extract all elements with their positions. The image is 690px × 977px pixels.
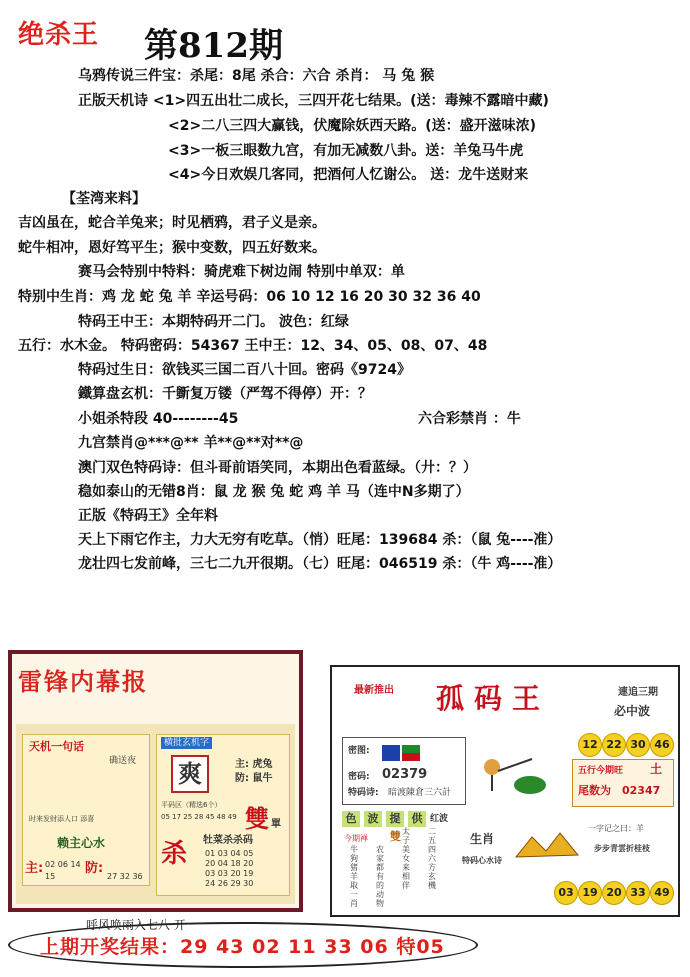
ball-top: 22 — [602, 733, 626, 757]
line-sheniu: 蛇牛相冲，恩好笃平生；猴中变数，四五好数来。 — [18, 240, 326, 256]
zhuang-label: 赖主心水 — [57, 836, 106, 850]
last-result: 上期开奖结果：29 43 02 11 33 06 特05 — [40, 936, 445, 958]
line-jinxiao: 六合彩禁肖 ：牛 — [418, 411, 521, 427]
line-tianshang: 天上下雨它作主，力大无穷有吃草。（悄）旺尾：139684 杀：（鼠 兔----准） — [78, 532, 562, 548]
line-wangzhongwang: 特码王中王：本期特码开二门。 波色：红绿 — [78, 314, 349, 330]
guma-tag: 最新推出 — [354, 685, 394, 696]
leifeng-inner — [16, 724, 295, 904]
shahao-row: 01 03 04 05 — [205, 849, 254, 858]
wuxing-label: 五行今期旺 — [578, 766, 624, 776]
fang-nums: 27 32 36 — [107, 872, 143, 881]
label-se: 色 — [342, 811, 360, 827]
ball-bottom: 20 — [602, 881, 626, 905]
section-quanwan: 【荃湾来料】 — [62, 191, 146, 207]
fang2: 防: 鼠牛 — [235, 773, 273, 784]
ball-bottom: 49 — [650, 881, 674, 905]
tianji-label: 天机一句话 — [29, 740, 84, 753]
line-longzhuang: 龙壮四七发前峰，三七二九开很期。（七）旺尾：046519 杀：（牛 鸡----准） — [78, 556, 562, 572]
line-poem-3: <3>一板三眼数九宫，有加无减数八卦。送：羊兔马牛虎 — [168, 143, 524, 159]
shahao-row: 24 26 29 30 — [205, 879, 254, 888]
shahao-row: 03 03 20 19 — [205, 869, 254, 878]
line-tema-year: 正版《特码王》全年料 — [78, 508, 218, 524]
dragon-illustration — [512, 827, 582, 867]
lianzhui: 連追三期 — [618, 687, 658, 698]
tianji-note: 时来发财添人口 添喜 — [29, 815, 95, 823]
cartoon-illustration — [472, 741, 562, 797]
shengxiao-label: 生肖 — [470, 832, 495, 846]
line-taishan: 稳如泰山的无错8肖：鼠 龙 猴 兔 蛇 鸡 羊 马（连中N多期了） — [78, 484, 470, 500]
ball-top: 12 — [578, 733, 602, 757]
line-shengxiao: 特别中生肖：鸡 龙 蛇 兔 羊 辛运号码：06 10 12 16 20 30 32 36 40 — [18, 289, 481, 305]
flag-icon — [382, 745, 422, 761]
ball-bottom: 33 — [626, 881, 650, 905]
weishu-value: 02347 — [622, 784, 661, 797]
char-big: 爽 — [171, 755, 209, 793]
leifeng-panel — [8, 650, 303, 912]
ball-bottom: 03 — [554, 881, 578, 905]
line-saima: 赛马会特别中特料：骑虎难下树边闹 特别中单双：单 — [78, 264, 405, 280]
tianji-sub: 确送夜 — [109, 756, 137, 766]
weishu-label: 尾数为 — [578, 784, 611, 797]
pingte-label: 平码区（精选6个） — [161, 801, 222, 809]
line-poem-2: <2>二八三四大赢钱，伏魔除妖西天路。(送：盛开滋味浓) — [168, 118, 536, 134]
line-sanjianbao: 乌鸦传说三件宝：杀尾：8尾 杀合：六合 杀肖： 马 兔 猴 — [78, 68, 435, 84]
hengfeng-label: 横批玄机字 — [161, 737, 212, 749]
label-ti: 提 — [386, 811, 404, 827]
jinzhi-label: 今期禅 — [344, 834, 368, 843]
col-text: 牛狗猪羊取一肖 — [350, 845, 358, 908]
col-text: 二五四六方玄機 — [428, 827, 436, 890]
leifeng-title: 雷锋内幕报 — [18, 667, 148, 696]
issue-number: 第812期 — [144, 26, 283, 66]
poem-value: 暗渡陳倉三六計 — [388, 788, 452, 798]
footer-poem: 呼风唤雨入七八 开 — [86, 918, 186, 932]
line-suanpan: 鐵算盘玄机：千斵复万镂（严驾不得停）开：？ — [78, 386, 372, 402]
line-shengri: 特码过生日：欲钱买三国二百八十回。密码《9724》 — [78, 362, 411, 378]
zhu-nums: 02 06 14 15 — [45, 860, 81, 881]
bubu: 步步青雲折桂枝 — [594, 844, 650, 853]
guma-title: 孤码王 — [436, 682, 551, 715]
pingte-nums: 05 17 25 28 45 48 49 — [161, 813, 237, 821]
wuxing-value: 土 — [650, 762, 663, 776]
poem-label: 特码诗: — [348, 788, 379, 798]
shici: 特码心水诗 — [462, 856, 502, 865]
ball-bottom: 19 — [578, 881, 602, 905]
line-jixiong: 吉凶虽在，蛇合羊兔来；时见栖鸦，君子义是亲。 — [18, 215, 326, 231]
fang-label: 防: — [85, 861, 104, 876]
line-poem-4: <4>今日欢娱几客同，把酒何人忆谢公。 送：龙牛送财来 — [168, 167, 529, 183]
hengfeng-box — [156, 734, 290, 896]
col-text: 太子美女来相伴 — [402, 827, 410, 890]
line-wuxing: 五行：水木金。 特码密码：54367 王中王：12、34、05、08、07、48 — [18, 338, 488, 354]
shuang-char: 雙 — [245, 805, 269, 833]
col-text: 农家都有的动物 — [376, 845, 384, 908]
dan-char: 單 — [271, 819, 281, 830]
mi-label: 密图: — [348, 746, 370, 756]
zhu-label: 主: — [25, 861, 44, 876]
brand-title: 绝杀王 — [18, 20, 100, 50]
ball-top: 30 — [626, 733, 650, 757]
line-xiaojie: 小姐杀特段 40--------45 — [78, 411, 239, 427]
hongbo: 红波 — [430, 814, 449, 824]
shahao-label: 牡菜杀杀码 — [203, 835, 253, 846]
line-poem-1: 正版天机诗 <1>四五出壮二成长，三四开花七结果。(送：毒辣不露暗中藏) — [78, 93, 549, 109]
mima-value: 02379 — [382, 767, 428, 782]
zhu2: 主: 虎兔 — [235, 759, 273, 770]
mima-label: 密码: — [348, 772, 370, 782]
tianji-box — [22, 734, 150, 886]
jinzhi-value: 雙 — [390, 830, 401, 843]
label-bo: 波 — [364, 811, 382, 827]
line-aomen: 澳门双色特码诗：但斗哥前语笑同，本期出色看蓝绿。（廾：？） — [78, 460, 477, 476]
line-jiugong: 九宫禁肖@***@** 羊**@**对**@ — [78, 435, 304, 451]
guma-panel — [330, 665, 680, 917]
sha-char: 杀 — [161, 839, 188, 869]
ball-top: 46 — [650, 733, 674, 757]
shahao-row: 20 04 18 20 — [205, 859, 254, 868]
yiziji: 一字记之曰：羊 — [588, 824, 644, 833]
bizhong: 必中波 — [614, 704, 651, 718]
label-gong: 供 — [408, 811, 426, 827]
